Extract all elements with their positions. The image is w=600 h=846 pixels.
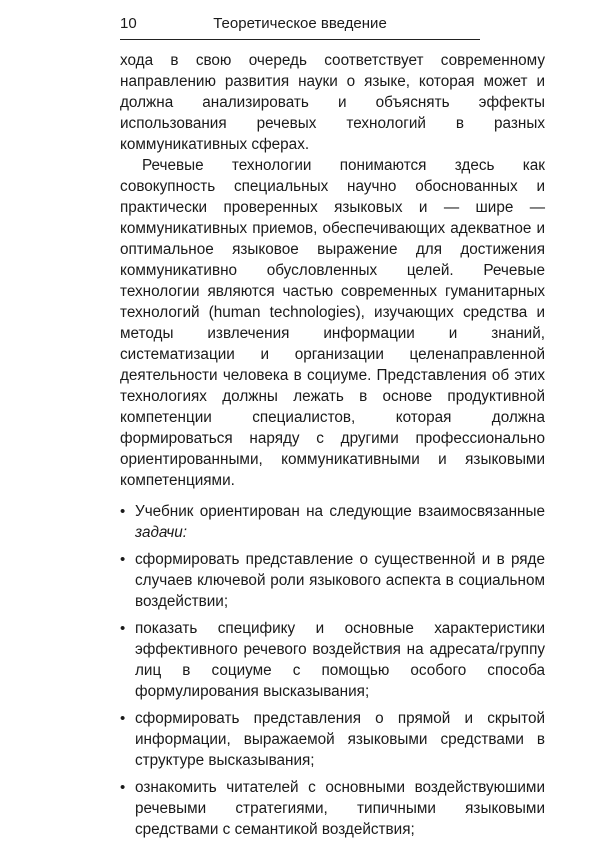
list-item-intro bbox=[120, 501, 545, 543]
page-header bbox=[120, 15, 480, 40]
list-intro-emphasis: задачи: bbox=[135, 524, 188, 541]
list-intro-text: Учебник ориентирован на следующие взаимосвязанные bbox=[135, 503, 545, 520]
paragraph-speech-technologies: Речевые технологии понимаются здесь как совокупность специальных научно обоснованных и практически проверенных языковых и — шире — коммуникативных приемов, обеспечивающих адекватное и оптимальное языковое выражение для достижения коммуникативно обусловленных целей. Речевые технологии являются частью современных гуманитарных технологий (human technologies), изучающих средства и методы извлечения информации и знаний, систематизации и организации целенаправленной деятельности человека в социуме. Представления об этих технологиях должны лежать в основе продуктивной компетенции специалистов, которая должна формироваться наряду с другими профессионально ориентированными, коммуникативными и языковыми компетенциями. bbox=[120, 157, 545, 489]
running-head: Теоретическое введение bbox=[213, 15, 387, 32]
page-body bbox=[120, 50, 545, 846]
tasks-list bbox=[120, 501, 545, 840]
page-number: 10 bbox=[120, 15, 137, 32]
paragraph-continued: хода в свою очередь соответствует современному направлению развития науки о языке, которая может и должна анализировать и объяснять эффекты использования речевых технологий в разных коммуникативных сферах. bbox=[120, 52, 545, 153]
list-item: • сформировать представления о прямой и скрытой информации, выражаемой языковыми средствами в структуре высказывания; bbox=[120, 708, 545, 771]
list-item: • показать специфику и основные характеристики эффективного речевого воздействия на адресата/группу лиц в социуме с помощью особого способа формулирования высказывания; bbox=[120, 618, 545, 702]
list-item: • ознакомить читателей с основными воздействуюшими речевыми стратегиями, типичными языковыми средствами с семантикой воздействия; bbox=[120, 777, 545, 840]
list-item: • сформировать представление о существенной и в ряде случаев ключевой роли языкового аспекта в социальном воздействии; bbox=[120, 549, 545, 612]
